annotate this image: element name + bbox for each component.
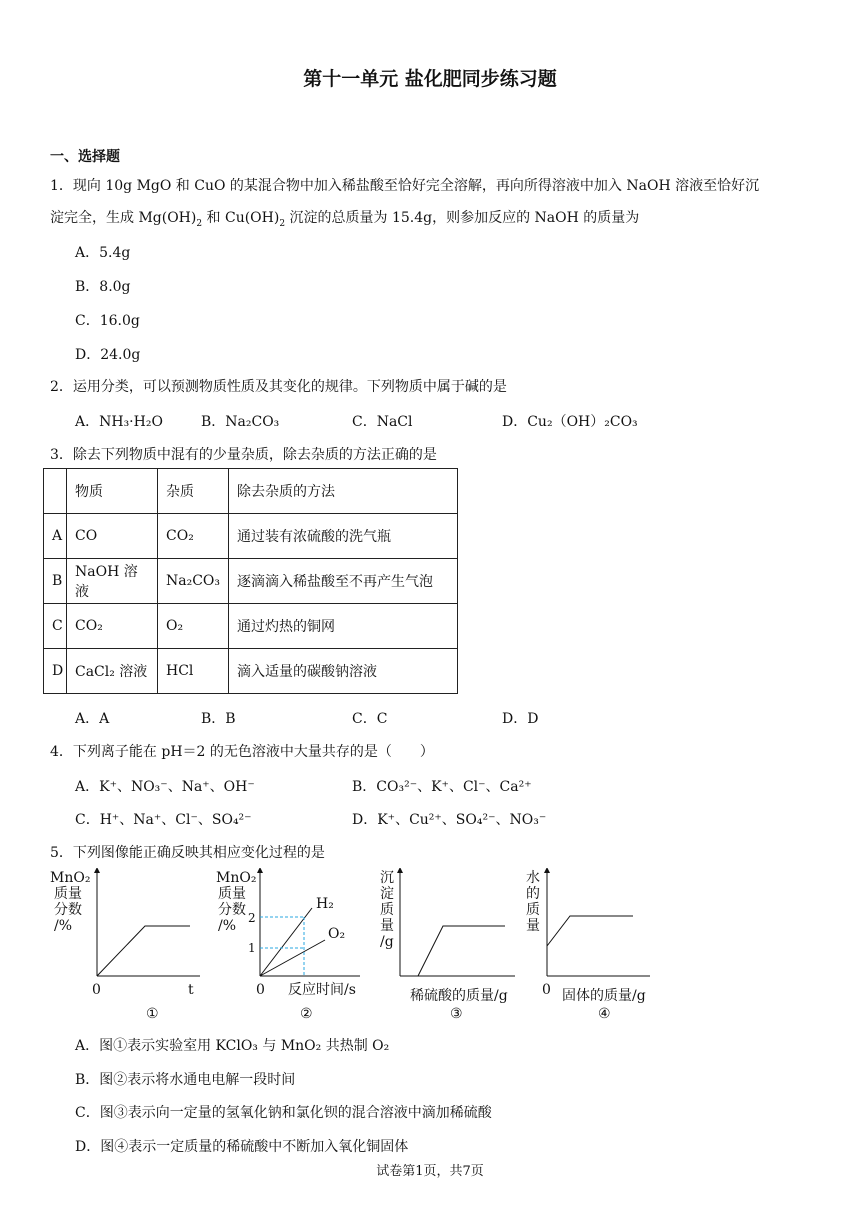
table-cell: 通过灼热的铜网 (229, 604, 458, 649)
table-cell: CaCl₂ 溶液 (67, 649, 158, 694)
graph-3 (380, 870, 515, 1022)
graph1-origin: 0 (92, 982, 101, 998)
graph2-ylabel: 分数 (218, 902, 246, 918)
table-cell (44, 469, 67, 514)
q1-stem-line1: 1．现向 10g MgO 和 CuO 的某混合物中加入稀盐酸至恰好完全溶解，再向所得溶液中加入 NaOH 溶液至恰好沉 (50, 178, 760, 194)
graph1-curve (97, 926, 190, 976)
graph3-ylabel: /g (380, 934, 394, 950)
graph-2 (216, 870, 360, 1022)
table-row (44, 649, 458, 694)
q4-stem: 4．下列离子能在 pH＝2 的无色溶液中大量共存的是（ ） (50, 744, 434, 760)
q5-option-d: D．图④表示一定质量的稀硫酸中不断加入氧化铜固体 (75, 1139, 409, 1155)
table-row (44, 604, 458, 649)
graph4-curve (547, 916, 633, 946)
graph1-ylabel: MnO₂ (50, 870, 91, 886)
q4-option-a: A．K⁺、NO₃⁻、Na⁺、OH⁻ (75, 779, 255, 795)
page-title: 第十一单元 盐化肥同步练习题 (303, 68, 557, 90)
q3-option-d: D．D (502, 711, 539, 727)
table-cell: 逐滴滴入稀盐酸至不再产生气泡 (229, 559, 458, 604)
graph4-xlabel: 固体的质量/g (562, 988, 646, 1004)
table-cell: 除去杂质的方法 (229, 469, 458, 514)
q1-stem-line2: 淀完全，生成 $Mg(OH)_2$ 和 $Cu(OH)_2$ 沉淀的总质量为 15.4g，则参加反应的 NaOH 的质量为 (50, 210, 640, 229)
graph2-ylabel: 质量 (218, 886, 246, 902)
q4-option-c: C．H⁺、Na⁺、Cl⁻、SO₄²⁻ (75, 812, 252, 828)
graph3-curve (418, 926, 505, 976)
q1-option-d: D．24.0g (75, 347, 141, 363)
table-header-row (44, 469, 458, 514)
table-cell: CO₂ (158, 514, 229, 559)
q1-option-c: C．16.0g (75, 313, 140, 329)
table-cell: A (44, 514, 67, 559)
table-cell: HCl (158, 649, 229, 694)
graph4-origin: 0 (542, 982, 551, 998)
graph2-number: ② (300, 1006, 313, 1022)
q2-option-a: A．NH₃·H₂O (75, 414, 163, 430)
table-cell: O₂ (158, 604, 229, 649)
q5-option-b: B．图②表示将水通电电解一段时间 (75, 1072, 296, 1088)
q1-option-a: A．5.4g (75, 245, 131, 261)
graph1-number: ① (146, 1006, 159, 1022)
q5-graphs (50, 868, 650, 1026)
graph3-ylabel: 沉 (380, 870, 394, 886)
graph2-origin: 0 (256, 982, 265, 998)
graph3-number: ③ (450, 1006, 463, 1022)
graph1-xlabel: t (188, 982, 194, 998)
section-heading: 一、选择题 (50, 149, 120, 165)
q2-option-d: D．Cu₂（OH）₂CO₃ (502, 414, 638, 430)
table-cell: CO₂ (67, 604, 158, 649)
q3-option-b: B．B (201, 711, 236, 727)
graph3-ylabel: 质 (380, 902, 394, 918)
graph3-ylabel: 淀 (380, 886, 394, 902)
graph-1 (50, 870, 200, 1022)
table-cell: Na₂CO₃ (158, 559, 229, 604)
table-cell: CO (67, 514, 158, 559)
graph4-ylabel: 质 (526, 902, 540, 918)
table-row (44, 559, 458, 604)
graph3-ylabel: 量 (380, 918, 394, 934)
graph2-line-h2: H₂ (316, 896, 334, 912)
graph2-tick-2: 2 (248, 911, 256, 925)
graph2-curve-o2 (260, 940, 325, 976)
table-cell: 物质 (67, 469, 158, 514)
q5-stem: 5．下列图像能正确反映其相应变化过程的是 (50, 845, 325, 861)
table-cell: 滴入适量的碳酸钠溶液 (229, 649, 458, 694)
table-cell: 通过装有浓硫酸的洗气瓶 (229, 514, 458, 559)
table-cell: NaOH 溶液 (67, 559, 158, 604)
graph2-ylabel: MnO₂ (216, 870, 257, 886)
q2-option-c: C．NaCl (352, 414, 413, 430)
table-cell: 杂质 (158, 469, 229, 514)
q1-option-b: B．8.0g (75, 279, 131, 295)
q3-option-a: A．A (75, 711, 110, 727)
graph2-line-o2: O₂ (328, 926, 346, 942)
graph1-ylabel: /% (54, 918, 73, 934)
graph1-ylabel: 分数 (54, 902, 82, 918)
q5-option-c: C．图③表示向一定量的氢氧化钠和氯化钡的混合溶液中滴加稀硫酸 (75, 1105, 492, 1121)
graph2-ylabel: /% (218, 918, 237, 934)
graph2-tick-1: 1 (248, 941, 256, 955)
graph1-ylabel: 质量 (54, 886, 82, 902)
q2-stem: 2．运用分类，可以预测物质性质及其变化的规律。下列物质中属于碱的是 (50, 379, 507, 395)
graph4-ylabel: 的 (526, 886, 540, 902)
q3-option-c: C．C (352, 711, 388, 727)
q3-table (43, 468, 458, 694)
graph4-ylabel: 量 (526, 918, 540, 934)
graph2-xlabel: 反应时间/s (288, 982, 356, 998)
q3-stem: 3．除去下列物质中混有的少量杂质，除去杂质的方法正确的是 (50, 447, 437, 463)
table-row (44, 514, 458, 559)
q5-option-a: A．图①表示实验室用 KClO₃ 与 MnO₂ 共热制 O₂ (75, 1038, 390, 1054)
table-cell: D (44, 649, 67, 694)
graph3-xlabel: 稀硫酸的质量/g (410, 988, 508, 1004)
q2-option-b: B．Na₂CO₃ (201, 414, 280, 430)
q4-option-d: D．K⁺、Cu²⁺、SO₄²⁻、NO₃⁻ (352, 812, 547, 828)
page-footer: 试卷第1页，共7页 (376, 1164, 484, 1179)
graph4-ylabel: 水 (526, 870, 540, 886)
q4-option-b: B．CO₃²⁻、K⁺、Cl⁻、Ca²⁺ (352, 779, 532, 795)
graph-4 (526, 869, 650, 1022)
table-cell: C (44, 604, 67, 649)
table-cell: B (44, 559, 67, 604)
graph4-number: ④ (598, 1006, 611, 1022)
